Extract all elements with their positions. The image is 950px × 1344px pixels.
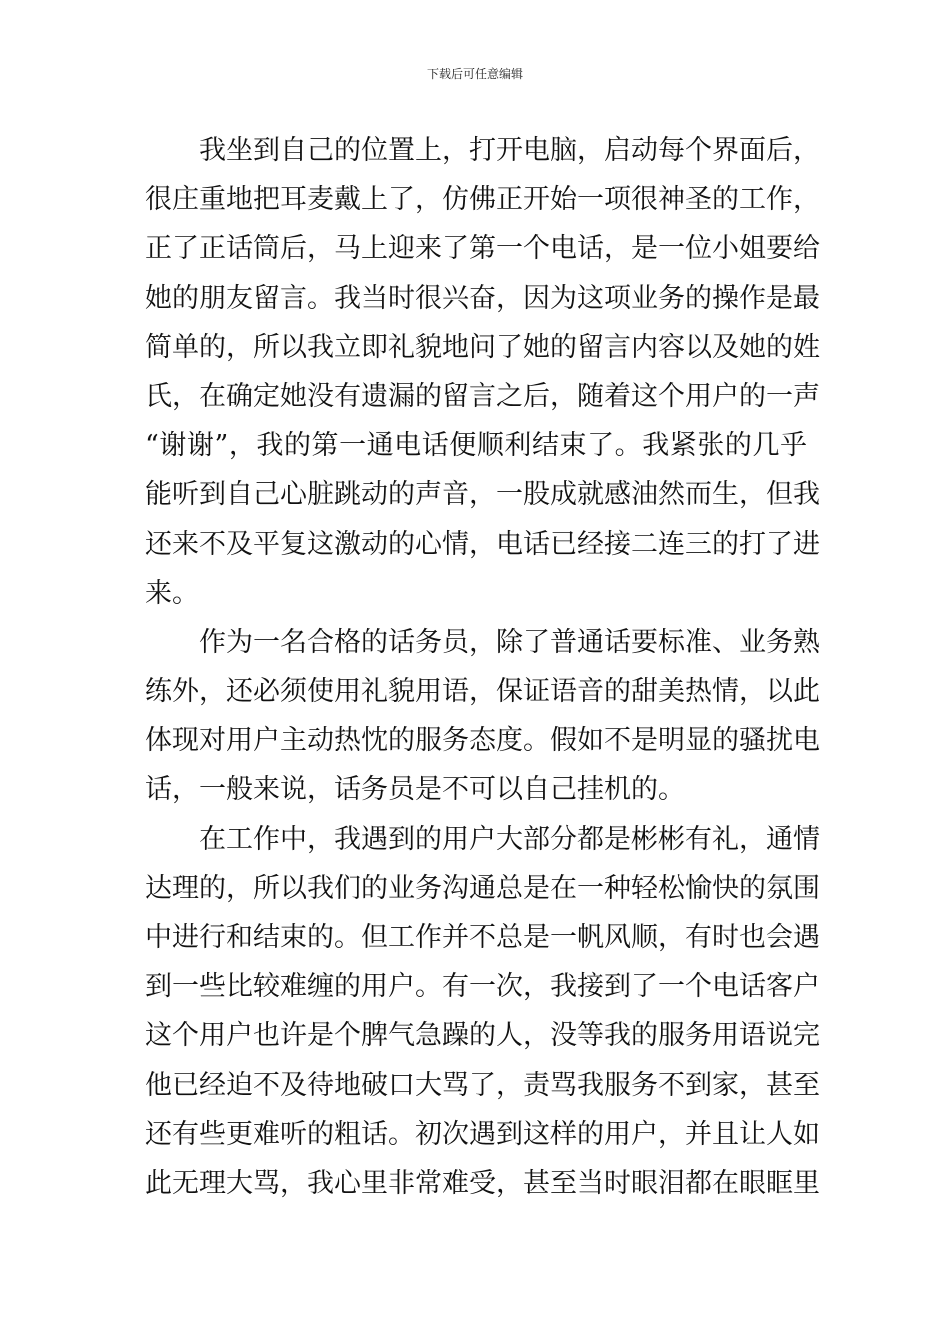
text-line: 到一些比较难缠的用户。有一次，我接到了一个电话客户: [145, 971, 820, 1003]
document-body: [145, 126, 820, 1208]
text-line: 氏，在确定她没有遗漏的留言之后，随着这个用户的一声: [145, 380, 820, 412]
text-line: 来。: [145, 577, 199, 609]
text-line: 体现对用户主动热忱的服务态度。假如不是明显的骚扰电: [145, 725, 820, 757]
text-line: 正了正话筒后，马上迎来了第一个电话，是一位小姐要给: [145, 233, 820, 265]
paragraph-2: [145, 618, 820, 815]
text-line: 简单的，所以我立即礼貌地问了她的留言内容以及她的姓: [145, 331, 820, 363]
text-line: 练外，还必须使用礼貌用语，保证语音的甜美热情，以此: [145, 676, 820, 708]
text-line: 还来不及平复这激动的心情，电话已经接二连三的打了进: [145, 528, 820, 560]
paragraph-1: [145, 126, 820, 618]
text-line: 能听到自己心脏跳动的声音，一股成就感油然而生，但我: [145, 479, 820, 511]
page-header: 下载后可任意编辑: [426, 67, 523, 81]
text-line: 作为一名合格的话务员，除了普通话要标准、业务熟: [199, 626, 820, 658]
text-line: 中进行和结束的。但工作并不总是一帆风顺，有时也会遇: [145, 922, 820, 953]
text-line: 我坐到自己的位置上，打开电脑，启动每个界面后，: [199, 135, 820, 166]
text-line: 在工作中，我遇到的用户大部分都是彬彬有礼，通情: [199, 823, 820, 855]
text-line: 话，一般来说，话务员是不可以自己挂机的。: [145, 774, 685, 806]
text-line: 还有些更难听的粗话。初次遇到这样的用户，并且让人如: [145, 1118, 820, 1150]
paragraph-3: [145, 815, 820, 1209]
text-line: 这个用户也许是个脾气急躁的人，没等我的服务用语说完: [145, 1020, 820, 1052]
text-line: 达理的，所以我们的业务沟通总是在一种轻松愉快的氛围: [145, 872, 820, 904]
text-line: 此无理大骂，我心里非常难受，甚至当时眼泪都在眼眶里: [145, 1167, 820, 1199]
text-line: 很庄重地把耳麦戴上了，仿佛正开始一项很神圣的工作，: [145, 184, 820, 216]
text-line: “谢谢”，我的第一通电话便顺利结束了。我紧张的几乎: [145, 430, 807, 462]
text-line: 她的朋友留言。我当时很兴奋，因为这项业务的操作是最: [145, 282, 820, 314]
text-line: 他已经迫不及待地破口大骂了，责骂我服务不到家，甚至: [145, 1069, 820, 1101]
